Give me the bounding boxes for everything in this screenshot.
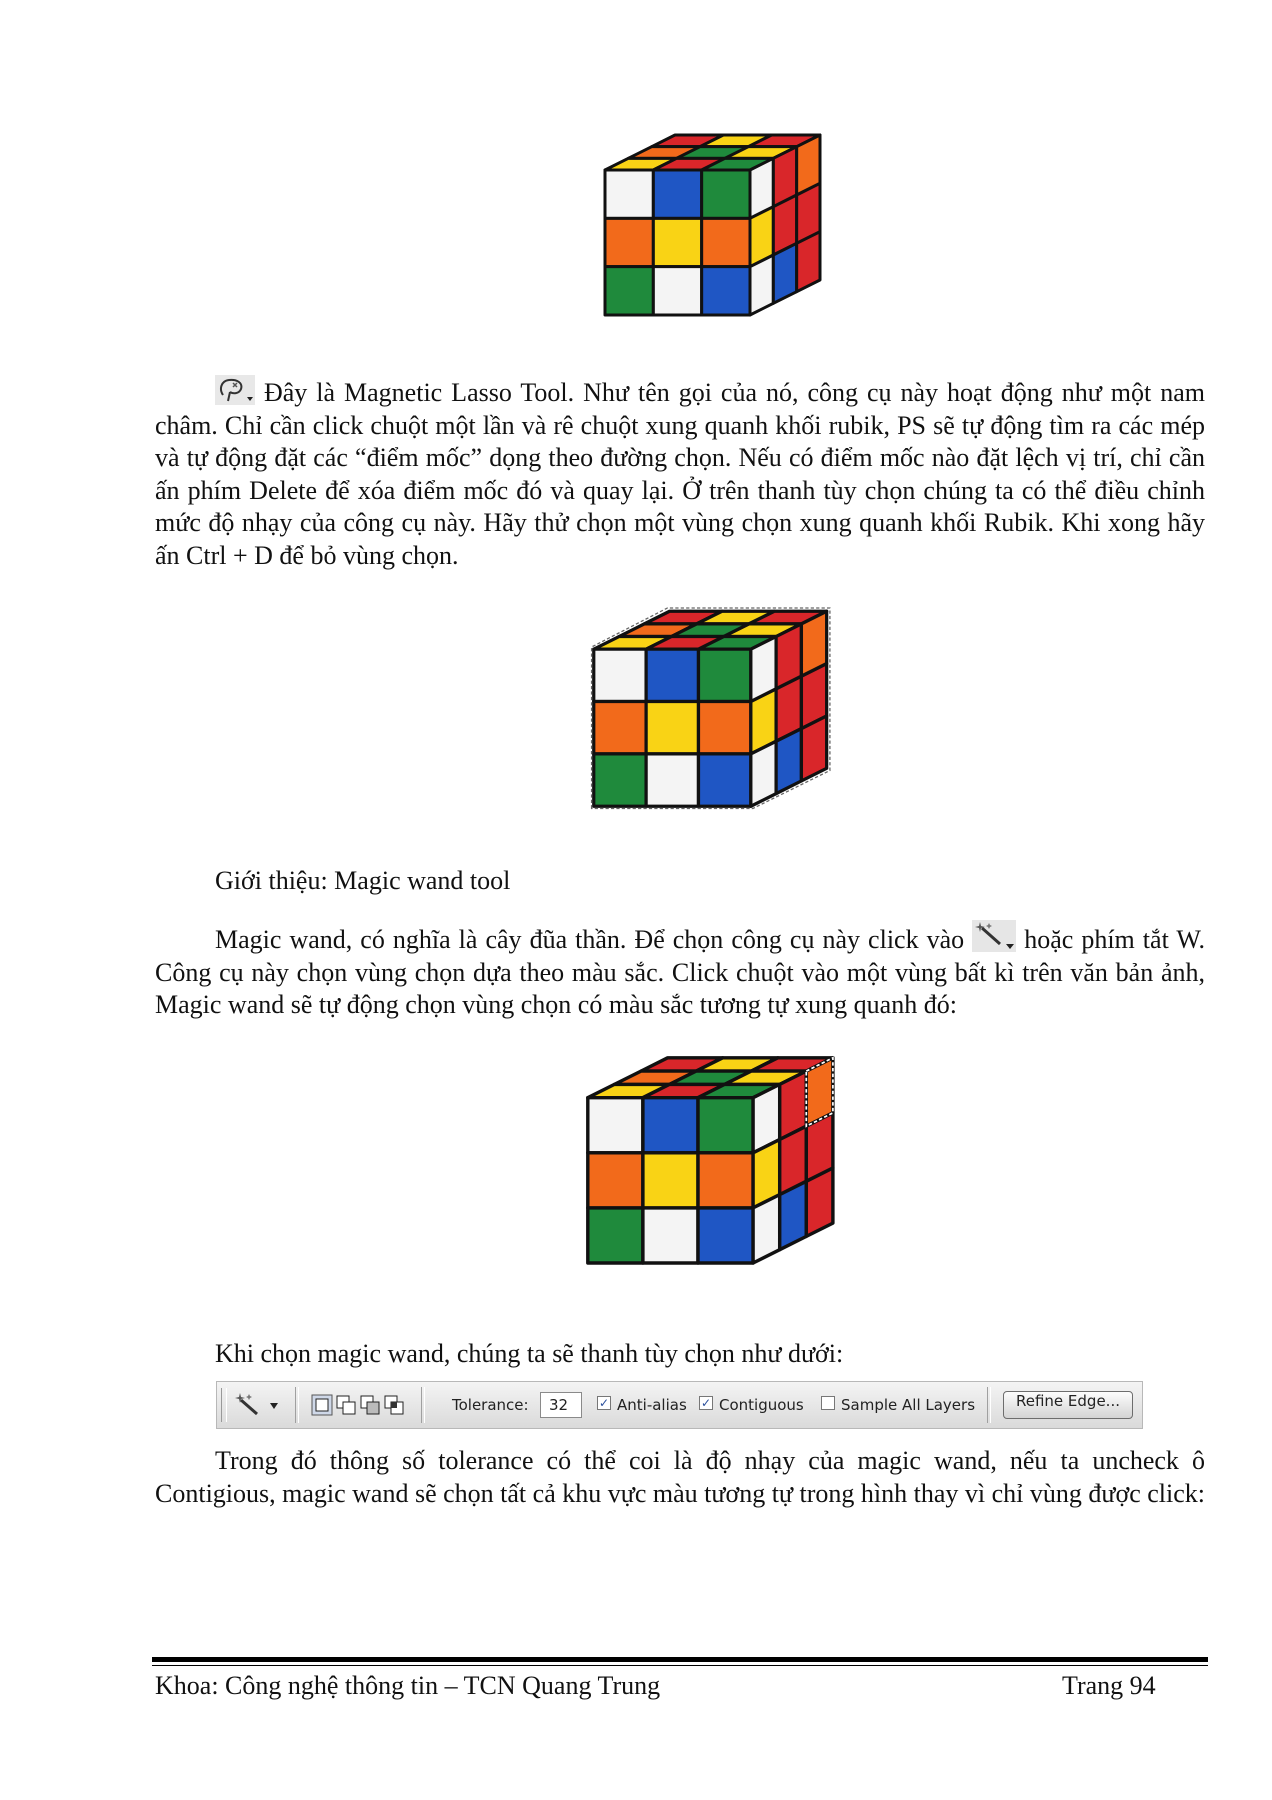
magic-wand-options-bar (216, 1381, 1143, 1429)
toolbar-separator (421, 1387, 425, 1423)
contiguous-checkbox[interactable]: ✓ (700, 1396, 712, 1410)
refine-edge-button[interactable]: Refine Edge... (1003, 1391, 1133, 1419)
magic-wand-icon (972, 920, 1016, 952)
toolbar-grip[interactable] (221, 1388, 227, 1422)
tolerance-input[interactable]: 32 (540, 1392, 582, 1418)
tolerance-label: Tolerance: (452, 1396, 529, 1414)
tolerance-paragraph: Trong đó thông số tolerance có thể coi là độ nhạy của magic wand, nếu ta uncheck ô Contigious, magic wand sẽ chọn tất cả khu vực màu tương tự trong hình thay vì chỉ vùng được click: (155, 1446, 1206, 1508)
magic-wand-tool-icon[interactable] (233, 1392, 263, 1420)
rubik-cube-image-2 (565, 595, 850, 855)
sample-all-layers-label: Sample All Layers (841, 1396, 976, 1414)
toolbar-separator (987, 1387, 991, 1423)
page-number: Trang 94 (1062, 1671, 1156, 1700)
sample-all-layers-checkbox[interactable] (821, 1396, 835, 1410)
magnetic-lasso-icon (215, 375, 255, 405)
anti-alias-label: Anti-alias (617, 1396, 687, 1414)
magic-wand-heading: Giới thiệu: Magic wand tool (215, 866, 511, 895)
toolbar-separator (295, 1387, 299, 1423)
new-selection-icon[interactable] (311, 1394, 333, 1416)
footer-rule (152, 1657, 1208, 1662)
footer-rule-thin (152, 1665, 1208, 1666)
magic-wand-paragraph: Magic wand, có nghĩa là cây đũa thần. Để chọn công cụ này click vào hoặc phím tắt W. Công cụ này chọn vùng chọn dựa theo màu sắc. Click chuột vào một vùng bất kì trên văn bản ảnh, Magic wand sẽ tự động chọn vùng chọn có màu sắc tương tự xung quanh đó: (155, 920, 1205, 1022)
anti-alias-checkbox[interactable]: ✓ (598, 1396, 610, 1410)
subtract-from-selection-icon[interactable] (359, 1394, 381, 1416)
rubik-cube-image-1 (585, 120, 835, 360)
add-to-selection-icon[interactable] (335, 1394, 357, 1416)
tool-preset-dropdown-icon[interactable] (269, 1402, 279, 1410)
footer-department: Khoa: Công nghệ thông tin – TCN Quang Trung (155, 1671, 661, 1700)
rubik-cube-image-3 (565, 1030, 850, 1325)
contiguous-label: Contiguous (719, 1396, 804, 1414)
toolbar-intro: Khi chọn magic wand, chúng ta sẽ thanh tùy chọn như dưới: (215, 1339, 844, 1368)
intersect-selection-icon[interactable] (383, 1394, 405, 1416)
magnetic-lasso-paragraph: Đây là Magnetic Lasso Tool. Như tên gọi của nó, công cụ này hoạt động như một nam châm. Chỉ cần click chuột một lần và rê chuột xung quanh khối rubik, PS sẽ tự động tìm ra các mép và tự động đặt các “điểm mốc” dọng theo đường chọn. Nếu có điểm mốc nào đặt lệch vị trí, chỉ cần ấn phím Delete để xóa điểm mốc đó và quay lại. Ở trên thanh tùy chọn chúng ta có thể điều chỉnh mức độ nhạy của công cụ này. Hãy thử chọn một vùng chọn xung quanh khối Rubik. Khi xong hãy ấn Ctrl + D để bỏ vùng chọn. (155, 375, 1205, 572)
